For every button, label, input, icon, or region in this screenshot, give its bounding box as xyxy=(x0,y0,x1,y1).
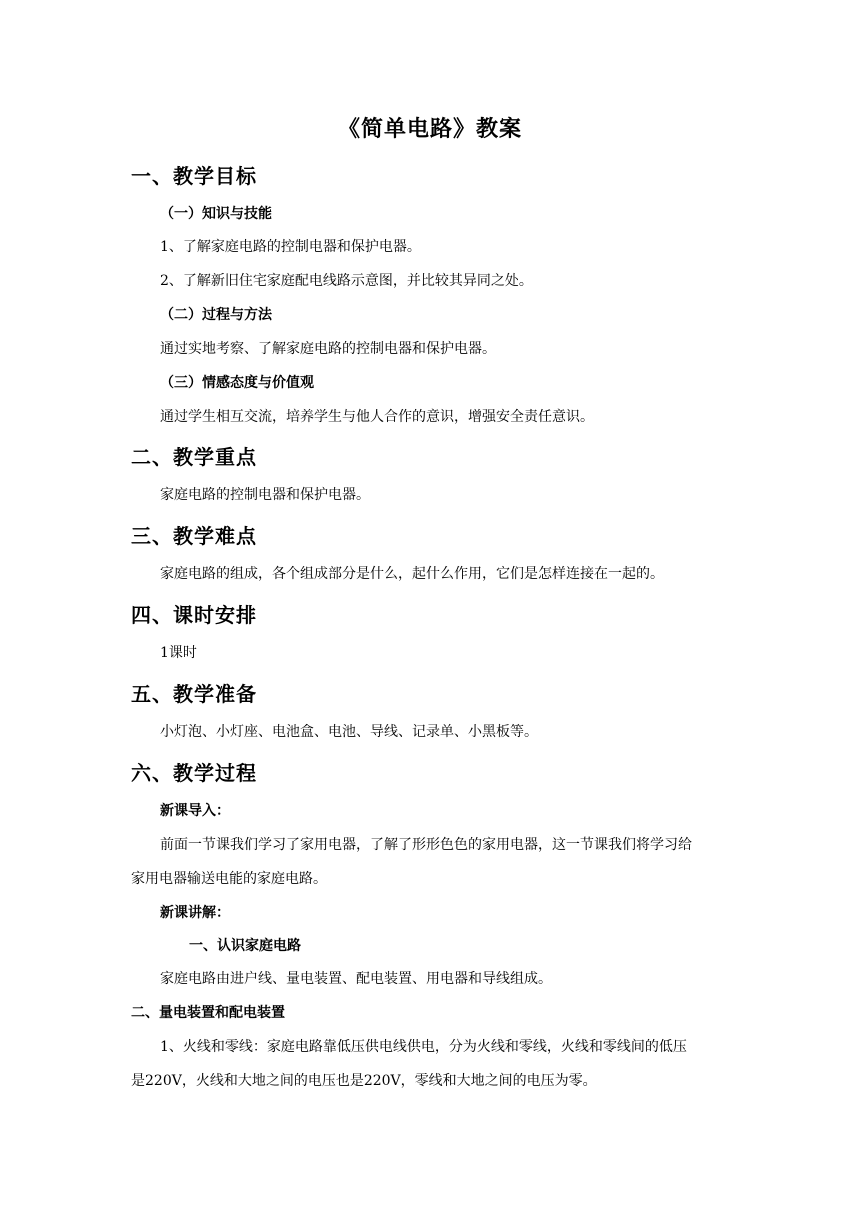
objective-item-1: 1、了解家庭电路的控制电器和保护电器。 xyxy=(160,239,421,255)
part1-heading: 一、认识家庭电路 xyxy=(189,938,301,954)
part1-text: 家庭电路由进户线、量电装置、配电装置、用电器和导线组成。 xyxy=(160,971,552,987)
subheading-knowledge-skills: （一）知识与技能 xyxy=(160,206,272,222)
heading-preparation: 五、教学准备 xyxy=(131,682,257,706)
intro-paragraph-line-1: 前面一节课我们学习了家用电器，了解了形形色色的家用电器，这一节课我们将学习给 xyxy=(160,837,692,853)
heading-teaching-objectives: 一、教学目标 xyxy=(131,164,257,188)
part2-paragraph-line-2: 是220V，火线和大地之间的电压也是220V，零线和大地之间的电压为零。 xyxy=(131,1073,597,1089)
intro-paragraph-line-2: 家用电器输送电能的家庭电路。 xyxy=(131,871,327,887)
difficult-points-text: 家庭电路的组成，各个组成部分是什么，起什么作用，它们是怎样连接在一起的。 xyxy=(160,566,664,582)
part2-heading: 二、量电装置和配电装置 xyxy=(131,1005,285,1021)
subheading-attitude-values: （三）情感态度与价值观 xyxy=(160,375,314,391)
key-points-text: 家庭电路的控制电器和保护电器。 xyxy=(160,487,370,503)
heading-teaching-process: 六、教学过程 xyxy=(131,761,257,785)
heading-schedule: 四、课时安排 xyxy=(131,603,257,627)
process-method-text: 通过实地考察、了解家庭电路的控制电器和保护电器。 xyxy=(160,341,496,357)
heading-difficult-points: 三、教学难点 xyxy=(131,524,257,548)
objective-item-2: 2、了解新旧住宅家庭配电线路示意图，并比较其异同之处。 xyxy=(160,273,533,289)
part2-paragraph-line-1: 1、火线和零线：家庭电路靠低压供电线供电，分为火线和零线，火线和零线间的低压 xyxy=(160,1039,687,1055)
attitude-values-text: 通过学生相互交流，培养学生与他人合作的意识，增强安全责任意识。 xyxy=(160,409,594,425)
subheading-process-method: （二）过程与方法 xyxy=(160,307,272,323)
document-title: 《简单电路》教案 xyxy=(337,116,522,142)
new-lesson-lecture-label: 新课讲解： xyxy=(160,905,230,921)
new-lesson-intro-label: 新课导入： xyxy=(160,803,230,819)
heading-key-points: 二、教学重点 xyxy=(131,445,257,469)
schedule-text: 1课时 xyxy=(160,645,197,661)
preparation-text: 小灯泡、小灯座、电池盒、电池、导线、记录单、小黑板等。 xyxy=(160,724,538,740)
